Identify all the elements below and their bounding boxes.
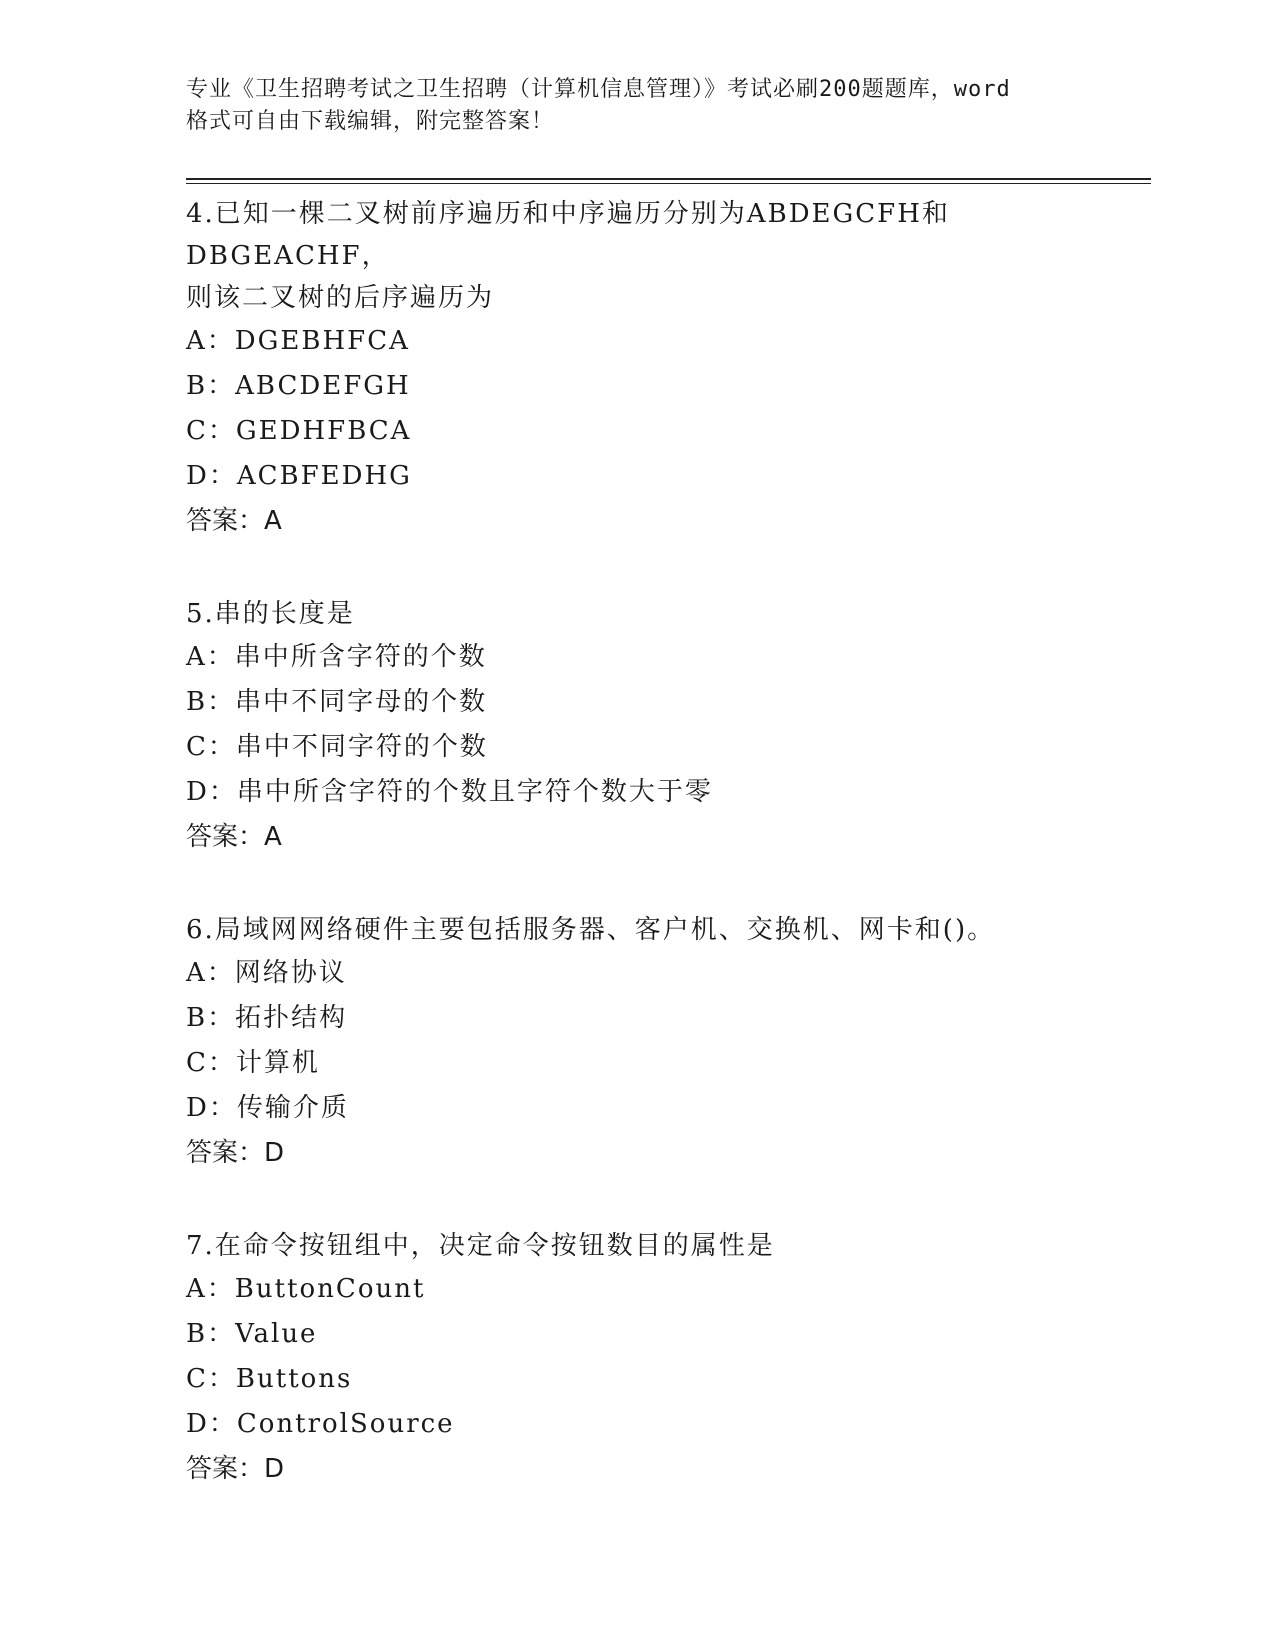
option-c: C：计算机: [186, 1048, 320, 1078]
answer: 答案：D: [186, 1454, 285, 1484]
document-header: [186, 74, 1086, 138]
option-d: D：ControlSource: [186, 1409, 455, 1439]
option-d: D：传输介质: [186, 1093, 349, 1123]
question-stem: 6.局域网网络硬件主要包括服务器、客户机、交换机、网卡和()。: [186, 915, 996, 945]
answer: 答案：A: [186, 506, 282, 536]
option-a: A：串中所含字符的个数: [186, 642, 487, 672]
option-a: A：ButtonCount: [186, 1274, 426, 1304]
question-stem: 4.已知一棵二叉树前序遍历和中序遍历分别为ABDEGCFH和DBGEACHF，: [186, 199, 950, 271]
option-b: B：串中不同字母的个数: [186, 687, 488, 717]
header-line-1: 专业《卫生招聘考试之卫生招聘（计算机信息管理）》考试必刷200题题库，word: [186, 77, 1011, 102]
option-a: A：网络协议: [186, 958, 347, 988]
question-7: [186, 1225, 1146, 1491]
option-c: C：Buttons: [186, 1364, 353, 1394]
question-6: [186, 909, 1146, 1175]
answer: 答案：D: [186, 1138, 285, 1168]
option-a: A：DGEBHFCA: [186, 326, 410, 356]
option-c: C：GEDHFBCA: [186, 416, 412, 446]
option-c: C：串中不同字符的个数: [186, 732, 488, 762]
question-stem-continued: 则该二叉树的后序遍历为: [186, 283, 495, 313]
question-stem: 5.串的长度是: [186, 599, 355, 629]
option-d: D：ACBFEDHG: [186, 461, 412, 491]
question-5: [186, 593, 1146, 859]
question-list: [186, 193, 1146, 1541]
option-b: B：ABCDEFGH: [186, 371, 411, 401]
answer: 答案：A: [186, 822, 282, 852]
header-line-2: 格式可自由下载编辑，附完整答案！: [186, 109, 555, 134]
option-b: B：拓扑结构: [186, 1003, 348, 1033]
question-4: [186, 193, 1146, 543]
header-divider-thick: [186, 178, 1151, 180]
header-divider-thin: [186, 183, 1151, 184]
question-stem: 7.在命令按钮组中，决定命令按钮数目的属性是: [186, 1231, 775, 1261]
option-d: D：串中所含字符的个数且字符个数大于零: [186, 777, 713, 807]
option-b: B：Value: [186, 1319, 318, 1349]
